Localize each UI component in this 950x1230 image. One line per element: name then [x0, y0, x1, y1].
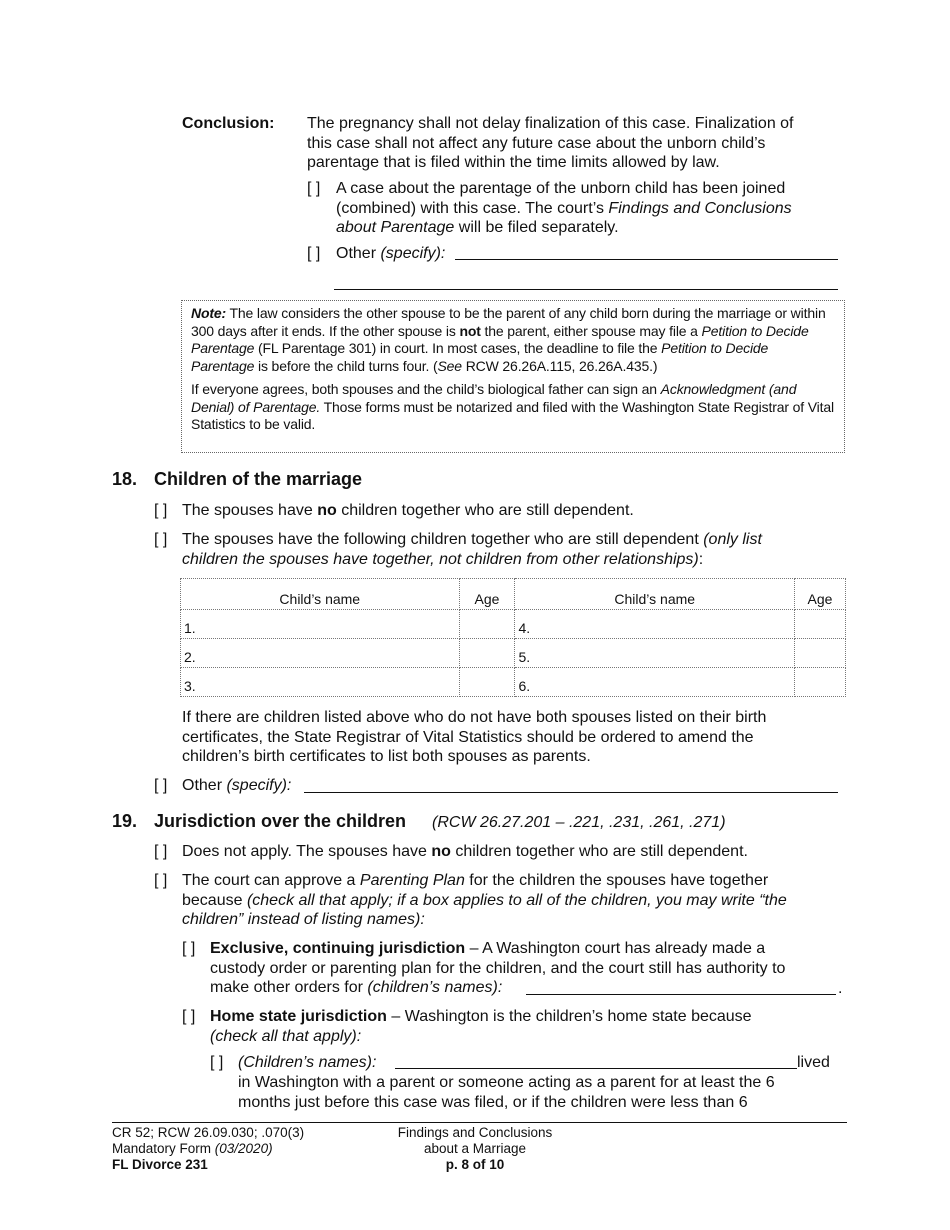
section-19-citation: (RCW 26.27.201 – .221, .231, .261, .271) — [432, 814, 726, 831]
home-state-sub-text: in Washington with a parent or someone acting as a parent for at least the 6 months just before this case was filed, or if the children were less than 6 — [238, 1074, 775, 1111]
child-name-header: Child’s name — [515, 579, 795, 610]
home-state-checkbox[interactable]: [ ] — [182, 1008, 196, 1025]
age-cell[interactable] — [795, 639, 846, 668]
child-name-cell[interactable]: 6. — [515, 668, 795, 697]
footer-divider — [112, 1122, 847, 1123]
children-other-label: Other (specify): — [182, 777, 292, 794]
jurisdiction-na-text: Does not apply. The spouses have no children together who are still dependent. — [182, 843, 748, 860]
home-state-sub-checkbox[interactable]: [ ] — [210, 1054, 224, 1071]
children-table-header — [181, 579, 846, 610]
age-header: Age — [459, 579, 515, 610]
child-name-cell[interactable]: 3. — [181, 668, 460, 697]
conclusion-other-field-line2[interactable] — [334, 289, 838, 290]
age-header: Age — [795, 579, 846, 610]
conclusion-text: The pregnancy shall not delay finalization of this case. Finalization of this case shall not affect any future case about the unborn child’s parentage that is filed within the time limits allowed by law. — [307, 115, 794, 171]
section-19-number: 19. — [112, 811, 138, 831]
conclusion-other-checkbox[interactable]: [ ] — [307, 245, 321, 262]
lived-text: lived — [797, 1054, 830, 1071]
children-list-text: The spouses have the following children together who are still dependent (only list children the spouses have together, not children from other relationships): — [182, 531, 762, 568]
parentage-joined-checkbox[interactable]: [ ] — [307, 180, 321, 197]
home-state-names-field[interactable] — [395, 1068, 797, 1069]
age-cell[interactable] — [459, 610, 515, 639]
children-names-label: (Children’s names): — [238, 1054, 377, 1071]
child-name-cell[interactable]: 2. — [181, 639, 460, 668]
children-list-checkbox[interactable]: [ ] — [154, 531, 168, 548]
birth-certificate-paragraph: If there are children listed above who do not have both spouses listed on their birth certificates, the State Registrar of Vital Statistics should be ordered to amend the children’s birth certificates to list both spouses as parents. — [182, 709, 767, 765]
age-cell[interactable] — [795, 610, 846, 639]
section-18-number: 18. — [112, 469, 138, 489]
conclusion-label: Conclusion: — [182, 115, 275, 132]
age-cell[interactable] — [459, 668, 515, 697]
exclusive-period: . — [838, 980, 843, 997]
table-row — [181, 610, 846, 639]
table-row — [181, 639, 846, 668]
conclusion-other-field[interactable] — [455, 259, 838, 260]
section-19-title: Jurisdiction over the children — [154, 811, 407, 831]
children-other-checkbox[interactable]: [ ] — [154, 777, 168, 794]
child-name-cell[interactable]: 4. — [515, 610, 795, 639]
child-name-cell[interactable]: 1. — [181, 610, 460, 639]
age-cell[interactable] — [795, 668, 846, 697]
jurisdiction-na-checkbox[interactable]: [ ] — [154, 843, 168, 860]
children-table — [180, 578, 846, 697]
footer-left: CR 52; RCW 26.09.030; .070(3) Mandatory Form (03/2020) FL Divorce 231 — [112, 1125, 305, 1172]
home-state-text: Home state jurisdiction – Washington is the children’s home state because (check all that apply): — [210, 1008, 752, 1045]
exclusive-jurisdiction-checkbox[interactable]: [ ] — [182, 940, 196, 957]
note-box: Note: The law considers the other spouse to be the parent of any child born during the marriage or within 300 days after it ends. If the other spouse is not the parent, either spouse may file a Petition to Decide Parentage (FL Parentage 301) in court. In most cases, the deadline to file the Petition to Decide Parentage is before the child turns four. (See RCW 26.26A.115, 26.26A.435.) If everyone agrees, both spouses and the child’s biological father can sign an Acknowledgment (and Denial) of Parentage. Those forms must be notarized and filed with the Washington State Registrar of Vital Statistics to be valid. — [181, 300, 845, 453]
no-children-checkbox[interactable]: [ ] — [154, 502, 168, 519]
table-row — [181, 668, 846, 697]
exclusive-jurisdiction-text: Exclusive, continuing jurisdiction – A Washington court has already made a custody order or parenting plan for the children, and the court still has authority to make other orders for (children’s names): — [210, 940, 786, 996]
parentage-joined-text: A case about the parentage of the unborn child has been joined (combined) with this case. The court’s Findings and Conclusions about Parentage will be filed separately. — [336, 180, 792, 236]
parenting-plan-checkbox[interactable]: [ ] — [154, 872, 168, 889]
section-18-title: Children of the marriage — [154, 469, 363, 489]
age-cell[interactable] — [459, 639, 515, 668]
parenting-plan-text: The court can approve a Parenting Plan for the children the spouses have together because (check all that apply; if a box applies to all of the children, you may write “the children” instead of listing names): — [182, 872, 787, 928]
footer-center: Findings and Conclusions about a Marriage p. 8 of 10 — [397, 1125, 553, 1172]
no-children-text: The spouses have no children together who are still dependent. — [182, 502, 634, 519]
conclusion-other-label: Other (specify): — [336, 245, 446, 262]
children-other-field[interactable] — [304, 792, 838, 793]
exclusive-jurisdiction-names-field[interactable] — [526, 994, 836, 995]
child-name-header: Child’s name — [181, 579, 460, 610]
child-name-cell[interactable]: 5. — [515, 639, 795, 668]
